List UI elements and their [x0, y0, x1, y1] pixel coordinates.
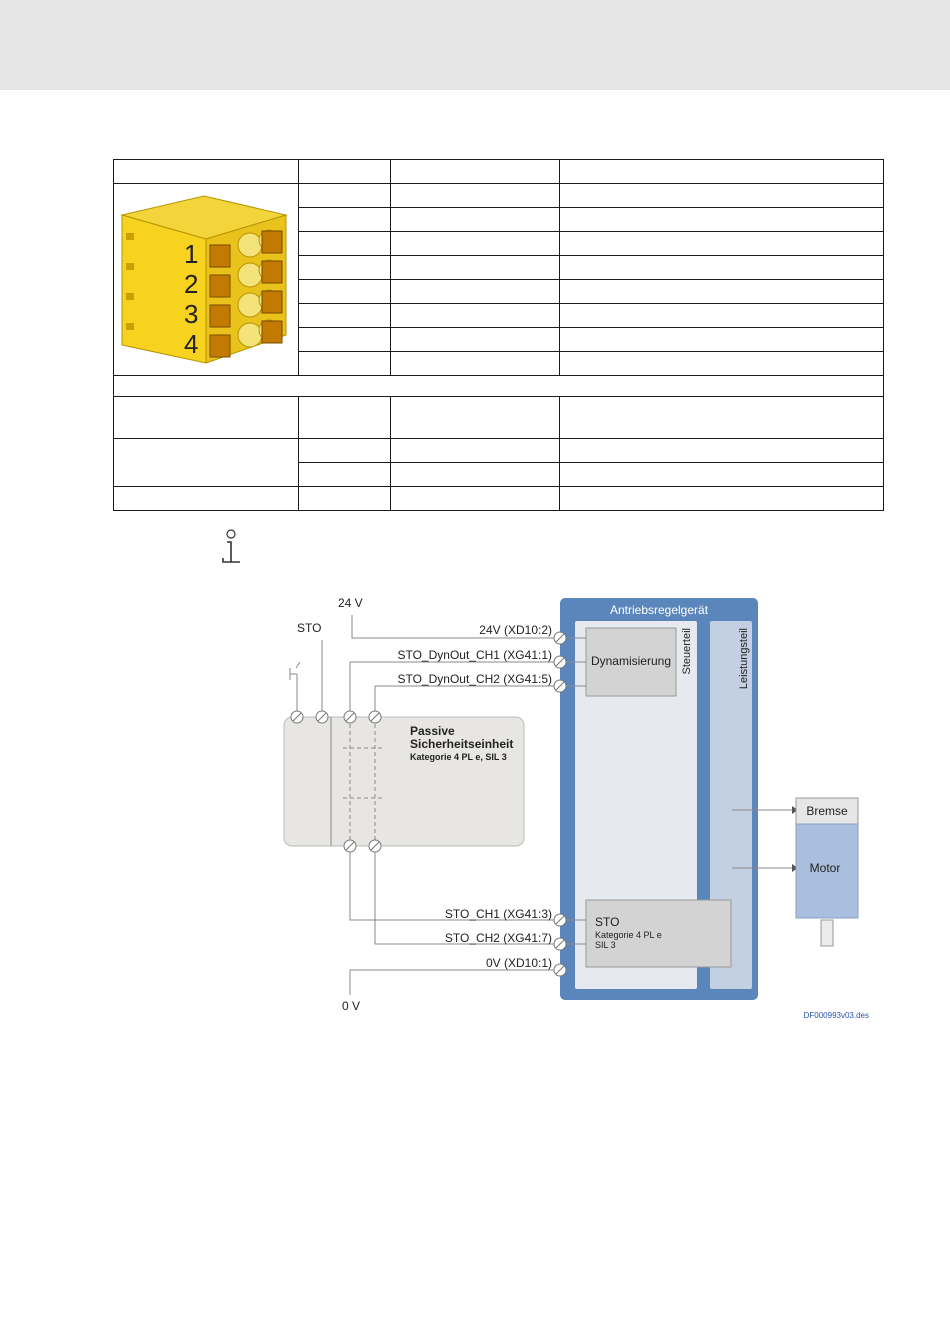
table-cell: [560, 352, 884, 376]
table-cell: [114, 397, 299, 439]
figure-id: DF000993v03.des: [803, 1011, 869, 1020]
table-cell: [299, 463, 391, 487]
table-cell: [299, 232, 391, 256]
table-cell: [299, 328, 391, 352]
table-cell: [299, 397, 391, 439]
table-row: [114, 376, 884, 397]
table-cell: [560, 487, 884, 511]
table-cell: [391, 280, 560, 304]
table-row: [114, 439, 884, 463]
power-section-label: Leistungsteil: [738, 628, 750, 690]
sto-block-line1: Kategorie 4 PL e: [595, 930, 662, 940]
table-row: [114, 487, 884, 511]
table-cell: [299, 487, 391, 511]
table-cell: [391, 352, 560, 376]
table-row: [114, 160, 884, 184]
terminal-label-0v: 0V (XD10:1): [485, 956, 552, 970]
motor-label: Motor: [809, 861, 841, 875]
sto-block-line2: SIL 3: [595, 940, 616, 950]
supply-0v-label: 0 V: [342, 999, 361, 1013]
control-section-label: Steuerteil: [681, 628, 693, 675]
table-cell: [391, 463, 560, 487]
table-cell: [299, 184, 391, 208]
table-cell: [114, 376, 884, 397]
brake-label: Bremse: [806, 804, 848, 818]
safety-unit-line1: Passive: [410, 724, 455, 738]
table-cell: [560, 280, 884, 304]
table-cell: [391, 184, 560, 208]
terminal-label-24v: 24V (XD10:2): [479, 623, 552, 637]
table-cell: [560, 439, 884, 463]
table-cell: [560, 208, 884, 232]
terminal-label-dyn-ch2: STO_DynOut_CH2 (XG41:5): [397, 672, 552, 686]
table-row: [114, 397, 884, 439]
table-row: [114, 184, 884, 208]
connector-image: [114, 185, 298, 375]
table-cell: [391, 328, 560, 352]
table-cell: [114, 439, 299, 487]
table-cell: [560, 328, 884, 352]
table-cell: [299, 160, 391, 184]
table-cell: [391, 487, 560, 511]
pin-number: 2: [184, 268, 199, 299]
table-cell: [560, 397, 884, 439]
table-cell: [560, 463, 884, 487]
info-icon: [216, 528, 242, 566]
table-cell: [391, 256, 560, 280]
sto-wiring-diagram: [270, 590, 890, 1030]
connector-image-cell: [114, 184, 299, 376]
terminal-spec-table: [113, 159, 884, 511]
sto-block-title: STO: [595, 915, 620, 929]
pin-number: 4: [184, 328, 199, 359]
table-cell: [114, 160, 299, 184]
dynamization-label: Dynamisierung: [590, 654, 672, 668]
table-cell: [391, 232, 560, 256]
supply-24v-label: 24 V: [338, 596, 363, 610]
table-cell: [560, 256, 884, 280]
safety-unit-line3: Kategorie 4 PL e, SIL 3: [410, 752, 507, 762]
table-cell: [299, 208, 391, 232]
table-cell: [299, 439, 391, 463]
table-cell: [391, 304, 560, 328]
table-cell: [299, 256, 391, 280]
table-cell: [560, 304, 884, 328]
drive-title: Antriebsregelgerät: [609, 603, 709, 617]
table-cell: [560, 184, 884, 208]
table-cell: [299, 280, 391, 304]
page-header-band: [0, 0, 950, 90]
motor-shaft: [821, 920, 833, 946]
pin-number: 3: [184, 298, 199, 329]
terminal-label-sto-ch2: STO_CH2 (XG41:7): [444, 931, 552, 945]
sto-switch-label: STO: [297, 621, 322, 635]
terminal-label-sto-ch1: STO_CH1 (XG41:3): [444, 907, 552, 921]
table-cell: [391, 397, 560, 439]
table-cell: [299, 304, 391, 328]
terminal-label-dyn-ch1: STO_DynOut_CH1 (XG41:1): [397, 648, 552, 662]
table-cell: [391, 160, 560, 184]
table-cell: [560, 160, 884, 184]
table-cell: [560, 232, 884, 256]
table-cell: [391, 208, 560, 232]
table-cell: [299, 352, 391, 376]
table-cell: [114, 487, 299, 511]
table-cell: [391, 439, 560, 463]
safety-unit-line2: Sicherheitseinheit: [410, 737, 514, 751]
pin-number: 1: [184, 238, 199, 269]
